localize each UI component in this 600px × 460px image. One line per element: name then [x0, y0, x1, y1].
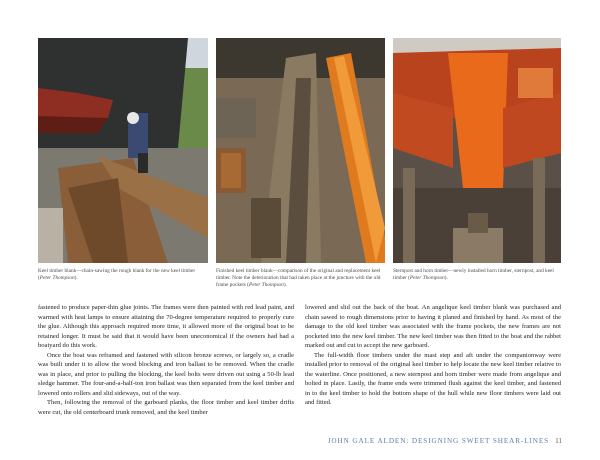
photo-keel-timber-blank	[38, 38, 208, 263]
body-paragraph: Then, following the removal of the garboard planks, the floor timber and keel timber drifts were cut, the old centerboard trunk removed, and the keel timber	[38, 399, 294, 416]
running-title: JOHN GALE ALDEN: DESIGNING SWEET SHEAR-LINES	[327, 437, 550, 445]
photo-credit: Peter Thompson	[39, 275, 75, 282]
photo-credit: Peter Thompson	[409, 275, 445, 282]
photo-credit: Peter Thompson	[248, 282, 284, 289]
body-column-right	[305, 303, 561, 408]
photo-sternpost-horn-timber	[393, 38, 561, 263]
photo-finished-keel-timber	[216, 38, 385, 263]
body-paragraph: fastened to produce paper-thin glue joints. The frames were then painted with red lead paint, and warmed with heat lamps to ensure attaining the 70-degree temperature required to properly cure the glue. Although this approach required more time, it allowed more of the original boat to be retained longer. It must be said that it would have been uneconomical if the owners had had a boatyard do this work.	[38, 304, 294, 349]
body-paragraph: The full-width floor timbers under the mast step and aft under the companionway were installed prior to removal of the original keel timber to help locate the new keel timber relative to the waterline. Once positioned, a new sternpost and horn timber were made from angelique and bolted in place. Lastly, the frame ends were trimmed flush against the keel timber, and fastened in to the keel timber to hold the bottom shape of the hull while new floor timbers were laid out and fitted.	[305, 351, 561, 406]
figure-caption-2: Finished keel timber blank—comparison of the original and replacement keel timber. Note the deterioration that had taken place at the juncture with the old frame pockets (Peter Thompson).	[216, 268, 381, 289]
body-column-left	[38, 303, 294, 417]
body-paragraph: lowered and slid out the back of the boat. An angelique keel timber blank was purchased and chain sawed to rough dimensions prior to having it planed and finished by hand. As most of the damage to the old keel timber was associated with the frame pockets, the new frames are not pocketed into the new keel timber. The new keel timber was then fitted to the boat and the rabbet marked out and cut to accept the new garboard.	[305, 304, 561, 349]
page-footer	[328, 437, 562, 445]
body-paragraph: Once the boat was reframed and fastened with silicon bronze screws, or largely so, a cradle was built under it to allow the wood blocking and iron ballast to be removed. When the cradle was in place, and prior to pulling the blocking, the keel bolts were driven out using a 50-lb lead sledge hammer. The four-and-a-half-ton iron ballast was then separated from the keel timber and lowered onto rollers and slid sideways, out of the way.	[38, 351, 294, 397]
figure-caption-3: Sternpost and horn timber—newly installed horn timber, sternpost, and keel timber (Peter Thompson).	[393, 268, 554, 282]
figure-caption-1: Keel timber blank—chain-sawing the rough blank for the new keel timber (Peter Thompson).	[38, 268, 196, 282]
page-number: 11	[555, 437, 562, 445]
